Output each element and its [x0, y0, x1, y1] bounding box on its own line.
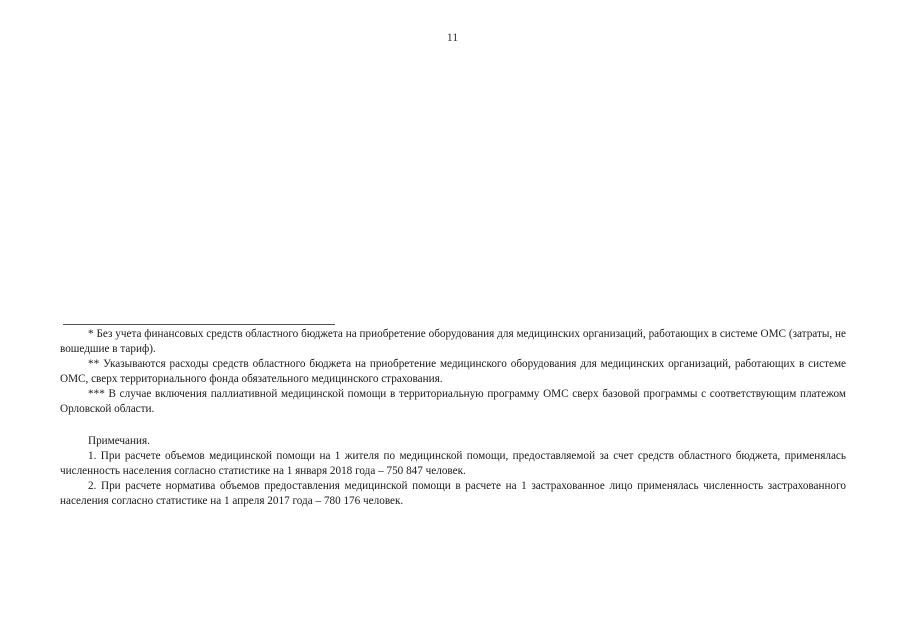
footnote-2: ** Указываются расходы средств областного бюджета на приобретение медицинского оборудования для медицинских организаций, работающих в системе ОМС, сверх территориального фонда обязательного медицинского страхования.: [60, 358, 846, 385]
footnote-1: * Без учета финансовых средств областного бюджета на приобретение оборудования для медицинских организаций, работающих в системе ОМС (затраты, не вошедшие в тариф).: [60, 328, 846, 355]
notes-heading: Примечания.: [88, 435, 150, 447]
footnotes-section: [60, 327, 846, 417]
footnote-3: *** В случае включения паллиативной медицинской помощи в территориальную программу ОМС сверх базовой программы с соответствующим платежом Орловской области.: [60, 388, 846, 415]
notes-section: [60, 434, 846, 509]
note-item-2: 2. При расчете норматива объемов предоставления медицинской помощи в расчете на 1 застрахованное лицо применялась численность застрахованного населения согласно статистике на 1 апреля 2017 года – 780 176 человек.: [60, 480, 846, 507]
page-number: 11: [446, 30, 459, 44]
footnote-separator: [63, 324, 335, 325]
note-item-1: 1. При расчете объемов медицинской помощи на 1 жителя по медицинской помощи, предоставляемой за счет средств областного бюджета, применялась численность населения согласно статистике на 1 января 2018 года – 750 847 человек.: [60, 450, 846, 477]
